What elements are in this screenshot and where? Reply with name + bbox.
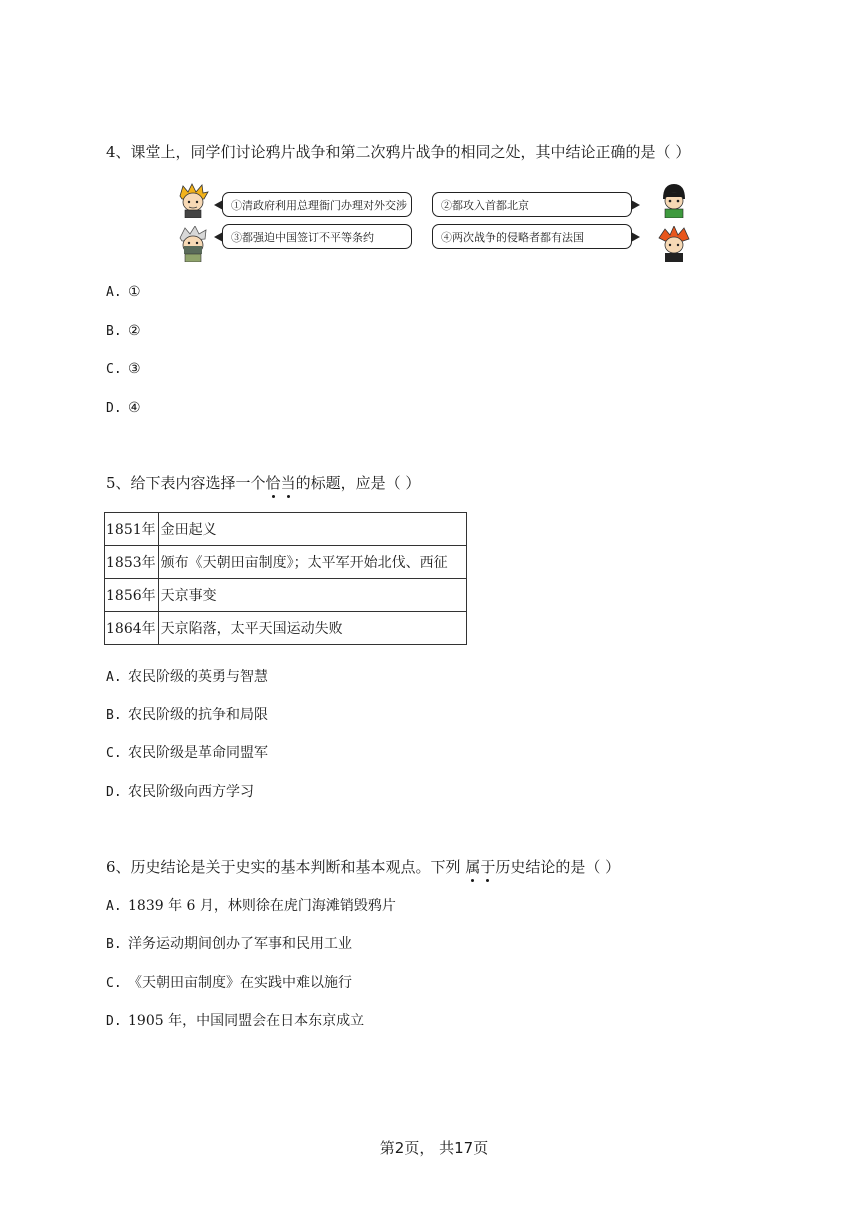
speech-bubble-1: ①清政府利用总理衙门办理对外交涉 bbox=[222, 192, 412, 217]
event-cell: 颁布《天朝田亩制度》；太平军开始北伐、西征 bbox=[158, 546, 466, 579]
event-cell: 天京事变 bbox=[158, 579, 466, 612]
page-footer: 第2页， 共17页 bbox=[379, 1139, 489, 1157]
q6-option-c[interactable]: C. 《天朝田亩制度》在实践中难以施行 bbox=[106, 975, 352, 991]
q4-option-b[interactable]: B. ② bbox=[106, 323, 141, 339]
student-avatar-black-hair-icon bbox=[657, 182, 691, 218]
year-cell: 1864年 bbox=[105, 612, 159, 645]
table-row bbox=[105, 546, 467, 579]
student-avatar-orange-hair-icon bbox=[657, 226, 691, 262]
q4-option-c[interactable]: C. ③ bbox=[106, 361, 141, 377]
year-cell: 1853年 bbox=[105, 546, 159, 579]
q5-option-b[interactable]: B. 农民阶级的抗争和局限 bbox=[106, 707, 268, 723]
question-6-stem: 6、历史结论是关于史实的基本判断和基本观点。下列 属于历史结论的是（ ） bbox=[106, 858, 621, 876]
table-row bbox=[105, 513, 467, 546]
events-table bbox=[104, 512, 467, 645]
q5-option-d[interactable]: D. 农民阶级向西方学习 bbox=[106, 784, 254, 800]
question-4-stem: 4、课堂上，同学们讨论鸦片战争和第二次鸦片战争的相同之处，其中结论正确的是（ ） bbox=[106, 143, 691, 161]
q6-option-b[interactable]: B. 洋务运动期间创办了军事和民用工业 bbox=[106, 936, 352, 952]
table-row bbox=[105, 612, 467, 645]
event-cell: 金田起义 bbox=[158, 513, 466, 546]
year-cell: 1856年 bbox=[105, 579, 159, 612]
q6-option-d[interactable]: D. 1905 年，中国同盟会在日本东京成立 bbox=[106, 1013, 365, 1029]
q5-option-a[interactable]: A. 农民阶级的英勇与智慧 bbox=[106, 669, 268, 685]
q4-option-a[interactable]: A. ① bbox=[106, 284, 141, 300]
q6-option-a[interactable]: A. 1839 年 6 月，林则徐在虎门海滩销毁鸦片 bbox=[106, 898, 396, 914]
speech-bubble-4: ④两次战争的侵略者都有法国 bbox=[432, 224, 632, 249]
speech-bubble-illustration bbox=[170, 180, 700, 266]
student-avatar-blond-icon bbox=[176, 182, 210, 218]
table-row bbox=[105, 579, 467, 612]
speech-bubble-2: ②都攻入首都北京 bbox=[432, 192, 632, 217]
event-cell: 天京陷落，太平天国运动失败 bbox=[158, 612, 466, 645]
q4-option-d[interactable]: D. ④ bbox=[106, 400, 141, 416]
year-cell: 1851年 bbox=[105, 513, 159, 546]
q5-option-c[interactable]: C. 农民阶级是革命同盟军 bbox=[106, 745, 268, 761]
speech-bubble-3: ③都强迫中国签订不平等条约 bbox=[222, 224, 412, 249]
question-5-stem: 5、给下表内容选择一个恰当的标题，应是（ ） bbox=[106, 474, 421, 492]
student-avatar-silver-icon bbox=[176, 226, 210, 262]
